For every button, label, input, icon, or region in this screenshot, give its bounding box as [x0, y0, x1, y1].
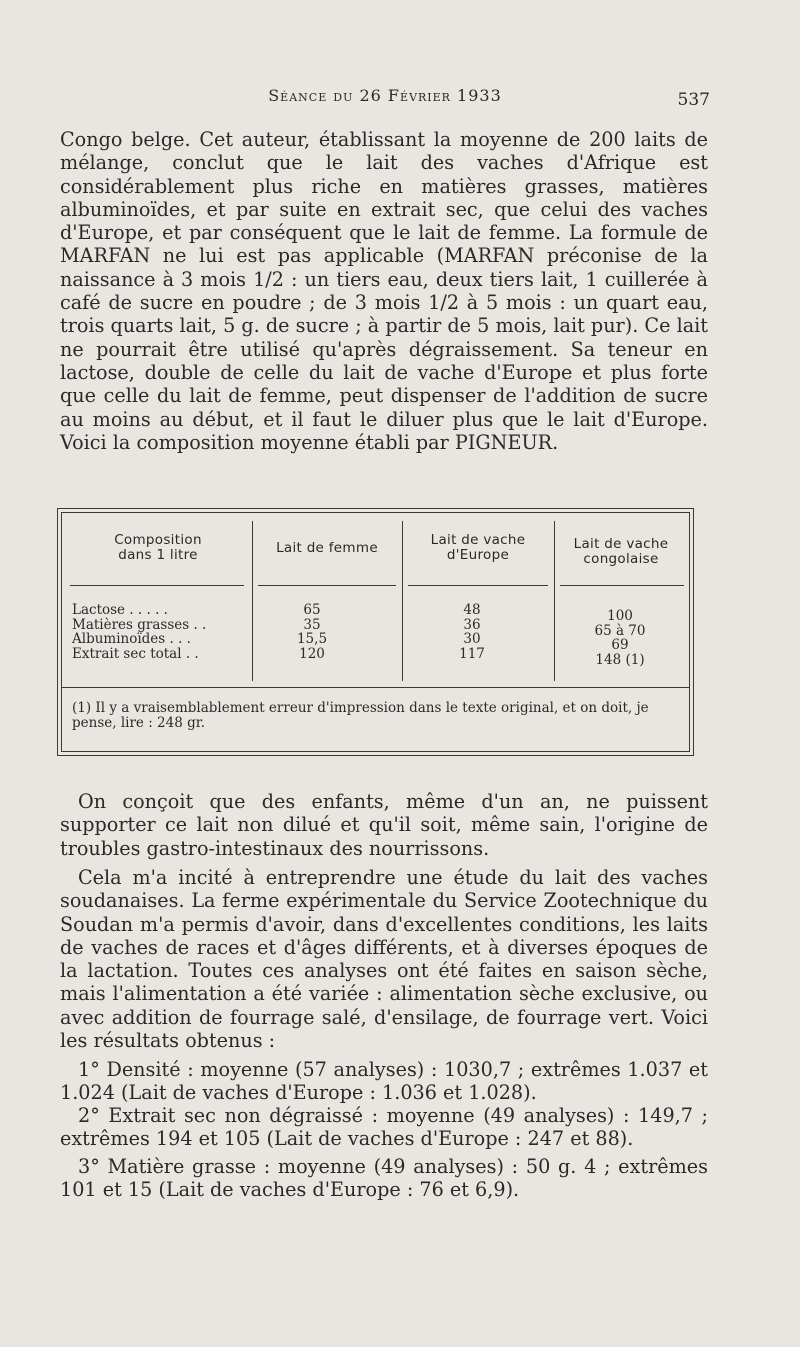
table-inner-border	[61, 512, 690, 752]
composition-table	[57, 508, 694, 756]
paragraph-1: Congo belge. Cet auteur, établissant la moyenne de 200 laits de mélange, conclut que le lait des vaches d'Afrique est considérablement plus riche en matières grasses, matières albuminoïdes, et par suite en extrait sec, que celui des vaches d'Europe, et par conséquent que le lait de femme. La formule de MARFAN ne lui est pas applicable (MARFAN préconise de la naissance à 3 mois 1/2 : un tiers eau, deux tiers lait, 1 cuillerée à café de sucre en poudre ; de 3 mois 1/2 à 5 mois : un quart eau, trois quarts lait, 5 g. de sucre ; à partir de 5 mois, lait pur). Ce lait ne pourrait être utilisé qu'après dégraissement. Sa teneur en lactose, double de celle du lait de vache d'Europe et plus forte que celle du lait de femme, peut dispenser de l'addition de sucre au moins au début, et il faut le diluer plus que le lait d'Europe. Voici la composition moyenne établi par PIGNEUR.	[60, 128, 708, 454]
cell: 30	[463, 631, 481, 647]
header-composition-line2: dans 1 litre	[118, 547, 198, 563]
running-title: Séance du 26 Février 1933	[268, 86, 502, 105]
cell: 36	[463, 616, 481, 633]
cell: 15,5	[296, 631, 328, 647]
row-label-matieres-grasses: Matières grasses . .	[72, 616, 207, 633]
header-lait-femme: Lait de femme	[276, 540, 378, 556]
cell: 48	[463, 602, 481, 618]
cell: 100	[607, 608, 633, 624]
table-footnote: (1) Il y a vraisemblablement erreur d'impression dans le texte original, et on doit, je pense, lire : 248 gr.	[72, 700, 649, 731]
values-lait-europe	[432, 603, 512, 661]
cell: 69	[611, 637, 629, 653]
column-divider	[402, 521, 403, 681]
running-head	[60, 86, 710, 110]
cell: 117	[459, 645, 485, 662]
paragraph-matiere-grasse: 3° Matière grasse : moyenne (49 analyses) : 50 g. 4 ; extrêmes 101 et 15 (Lait de vaches d'Europe : 76 et 6,9).	[60, 1155, 708, 1202]
paragraph-extrait-sec: 2° Extrait sec non dégraissé : moyenne (49 analyses) : 149,7 ; extrêmes 194 et 105 (Lait de vaches d'Europe : 247 et 88).	[60, 1104, 708, 1151]
cell: 65 à 70	[594, 622, 646, 639]
paragraph-densite: 1° Densité : moyenne (57 analyses) : 1030,7 ; extrêmes 1.037 et 1.024 (Lait de vaches d'Europe : 1.036 et 1.028).	[60, 1058, 708, 1105]
header-lait-europe	[404, 533, 552, 563]
header-congo-line1: Lait de vache	[573, 536, 669, 552]
column-divider	[252, 521, 253, 681]
paragraph-3: Cela m'a incité à entreprendre une étude du lait des vaches soudanaises. La ferme expérimentale du Service Zootechnique du Soudan m'a permis d'avoir, dans d'excellentes conditions, les laits de vaches de races et d'âges différents, et à diverses époques de la lactation. Toutes ces analyses ont été faites en saison sèche, mais l'alimentation a été variée : alimentation sèche exclusive, ou avec addition de fourrage salé, d'ensilage, de fourrage vert. Voici les résultats obtenus :	[60, 866, 708, 1053]
row-label-lactose: Lactose . . . . .	[72, 602, 168, 618]
row-labels	[72, 603, 206, 661]
header-rule	[70, 585, 244, 586]
column-divider	[554, 521, 555, 681]
row-label-extrait-sec: Extrait sec total . .	[72, 645, 199, 662]
cell: 35	[303, 616, 321, 633]
header-lait-congo	[556, 537, 686, 567]
cell: 148 (1)	[595, 651, 645, 668]
page-number: 537	[677, 90, 710, 110]
cell: 65	[303, 602, 321, 618]
header-congo-line2: congolaise	[583, 551, 659, 567]
paragraph-2: On conçoit que des enfants, même d'un an, ne puissent supporter ce lait non dilué et qu'il soit, même sain, l'origine de troubles gastro-intestinaux des nourrissons.	[60, 790, 708, 860]
values-lait-congo	[570, 609, 670, 667]
header-europe-line1: Lait de vache	[430, 532, 526, 548]
header-rule	[258, 585, 396, 586]
header-rule	[408, 585, 548, 586]
header-rule	[560, 585, 684, 586]
header-europe-line2: d'Europe	[446, 547, 510, 563]
header-composition-line1: Composition	[114, 532, 202, 548]
row-label-albuminoides: Albuminoïdes . . .	[72, 631, 191, 647]
footnote-rule	[62, 687, 689, 688]
values-lait-femme	[272, 603, 352, 661]
cell: 120	[299, 645, 325, 662]
header-composition	[70, 533, 246, 563]
